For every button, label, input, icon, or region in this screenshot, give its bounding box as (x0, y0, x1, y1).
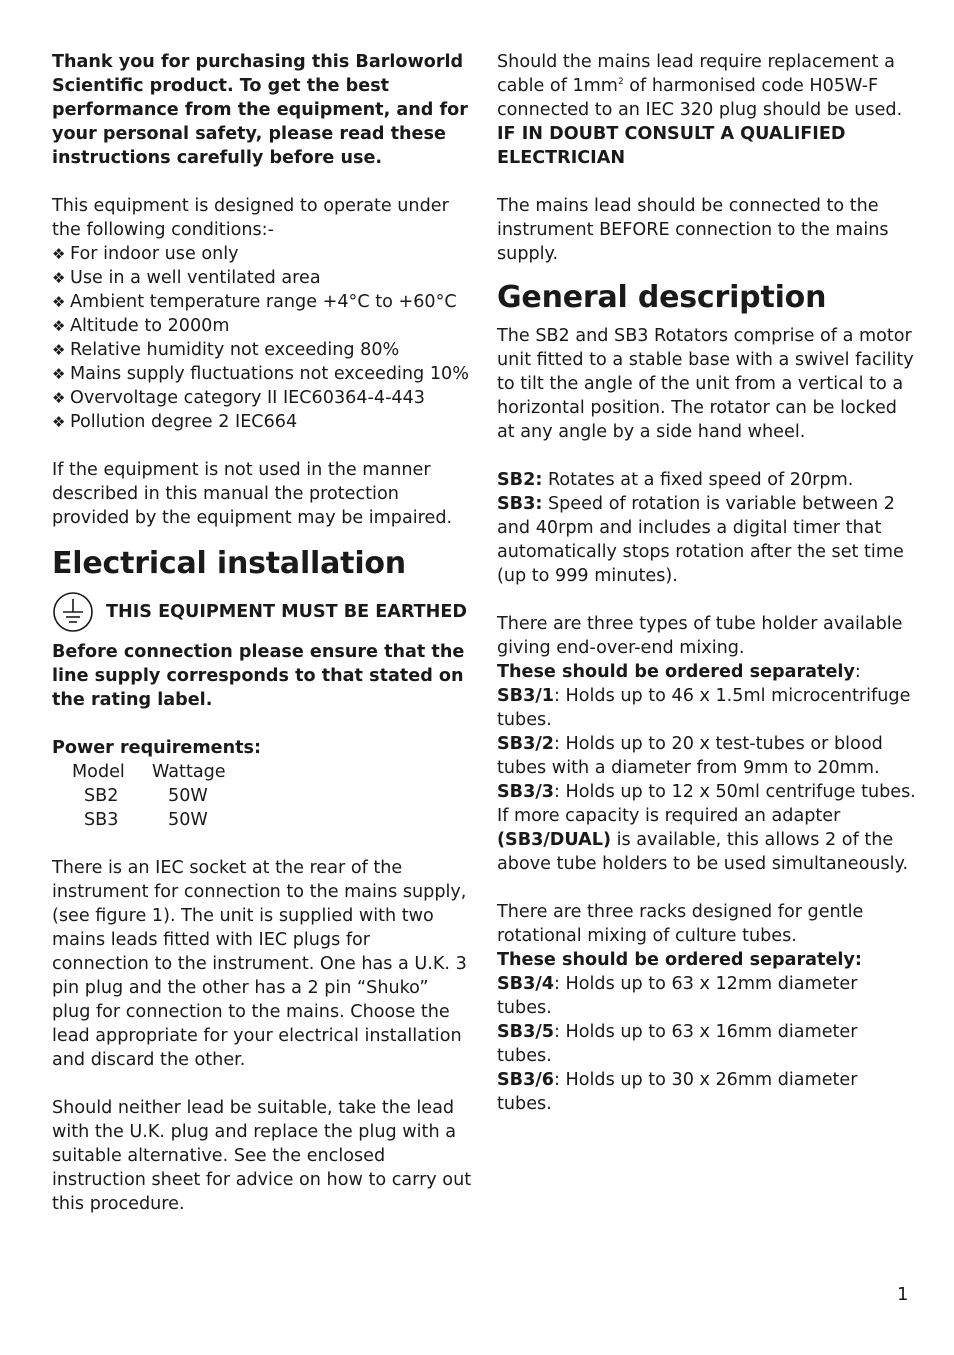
right-column (497, 50, 917, 1116)
list-item: ❖ Use in a well ventilated area (52, 268, 321, 288)
mains-lead-paragraph: Should the mains lead require replacement a cable of $1mm^2$ of harmonised code H05W-F connected to an IEC 320 plug should be used. (497, 52, 903, 120)
tube-holders-intro: There are three types of tube holder available giving end-over-end mixing. (497, 614, 903, 658)
list-item: ❖ For indoor use only (52, 244, 239, 264)
racks-intro: There are three racks designed for gentle rotational mixing of culture tubes. (497, 902, 864, 946)
table-header: Model (72, 762, 125, 782)
diamond-bullet-icon: ❖ (52, 317, 66, 335)
table-cell: 50W (168, 810, 208, 830)
conditions-list (52, 242, 472, 434)
diamond-bullet-icon: ❖ (52, 365, 66, 383)
intro-paragraph: Thank you for purchasing this Barloworld Scientific product. To get the best performance from the equipment, and for your personal safety, please read these instructions carefully before use. (52, 52, 468, 168)
electrical-installation-heading: Electrical installation (52, 546, 406, 581)
table-row (72, 784, 226, 808)
misuse-note: If the equipment is not used in the manner described in this manual the protection provided by the equipment may be impaired. (52, 460, 453, 528)
list-item: SB3/1: Holds up to 46 x 1.5ml microcentrifuge tubes. (497, 686, 911, 730)
table-cell: SB3 (84, 810, 119, 830)
earth-warning-text: THIS EQUIPMENT MUST BE EARTHED (106, 602, 468, 622)
list-item: SB3/5: Holds up to 63 x 16mm diameter tubes. (497, 1022, 858, 1066)
consult-electrician-warning: IF IN DOUBT CONSULT A QUALIFIED ELECTRICIAN (497, 124, 846, 168)
list-item: SB3/6: Holds up to 30 x 26mm diameter tubes. (497, 1070, 858, 1114)
sb2-description: SB2: Rotates at a fixed speed of 20rpm. (497, 470, 854, 490)
neither-lead-paragraph: Should neither lead be suitable, take the lead with the U.K. plug and replace the plug with a suitable alternative. See the enclosed instruction sheet for advice on how to carry out this procedure. (52, 1098, 472, 1214)
order-separately-note: These should be ordered separately: (497, 662, 861, 682)
diamond-bullet-icon: ❖ (52, 341, 66, 359)
table-header-row (72, 760, 226, 784)
list-item: ❖ Altitude to 2000m (52, 316, 230, 336)
diamond-bullet-icon: ❖ (52, 245, 66, 263)
list-item: ❖ Overvoltage category II IEC60364-4-443 (52, 388, 425, 408)
protective-earth-icon (52, 591, 94, 633)
table-row (72, 808, 226, 832)
diamond-bullet-icon: ❖ (52, 413, 66, 431)
order-separately-note: These should be ordered separately: (497, 950, 862, 970)
list-item: ❖ Ambient temperature range +4°C to +60°C (52, 292, 457, 312)
list-item: SB3/2: Holds up to 20 x test-tubes or blood tubes with a diameter from 9mm to 20mm. (497, 734, 883, 778)
iec-socket-paragraph: There is an IEC socket at the rear of the instrument for connection to the mains supply, (see figure 1). The unit is supplied with two mains leads fitted with IEC plugs for connection to the instrument. One has a U.K. 3 pin plug and the other has a 2 pin “Shuko” plug for connection to the mains. Choose the lead appropriate for your electrical installation and discard the other. (52, 858, 467, 1070)
diamond-bullet-icon: ❖ (52, 269, 66, 287)
list-item: ❖ Pollution degree 2 IEC664 (52, 412, 298, 432)
table-header: Wattage (152, 762, 226, 782)
diamond-bullet-icon: ❖ (52, 293, 66, 311)
list-item: SB3/4: Holds up to 63 x 12mm diameter tubes. (497, 974, 858, 1018)
power-table (72, 760, 226, 832)
left-column (52, 50, 472, 1216)
conditions-intro: This equipment is designed to operate under the following conditions:- (52, 196, 449, 240)
before-connection-note: Before connection please ensure that the line supply corresponds to that stated on the rating label. (52, 642, 465, 710)
sb3-description: SB3: Speed of rotation is variable between 2 and 40rpm and includes a digital timer that automatically stops rotation after the set time (up to 999 minutes). (497, 494, 904, 586)
list-item: ❖ Mains supply fluctuations not exceeding 10% (52, 364, 469, 384)
list-item: ❖ Relative humidity not exceeding 80% (52, 340, 400, 360)
diamond-bullet-icon: ❖ (52, 389, 66, 407)
earth-warning-row (52, 592, 472, 632)
page-number: 1 (897, 1284, 909, 1305)
table-cell: 50W (168, 786, 208, 806)
connect-order-paragraph: The mains lead should be connected to the instrument BEFORE connection to the mains supply. (497, 196, 889, 264)
power-requirements-heading: Power requirements: (52, 738, 262, 758)
table-cell: SB2 (84, 786, 119, 806)
general-description-paragraph: The SB2 and SB3 Rotators comprise of a motor unit fitted to a stable base with a swivel facility to tilt the angle of the unit from a vertical to a horizontal position. The rotator can be locked at any angle by a side hand wheel. (497, 326, 914, 442)
adapter-note: If more capacity is required an adapter (SB3/DUAL) is available, this allows 2 of the above tube holders to be used simultaneously. (497, 806, 909, 874)
general-description-heading: General description (497, 280, 827, 315)
list-item: SB3/3: Holds up to 12 x 50ml centrifuge tubes. (497, 782, 916, 802)
